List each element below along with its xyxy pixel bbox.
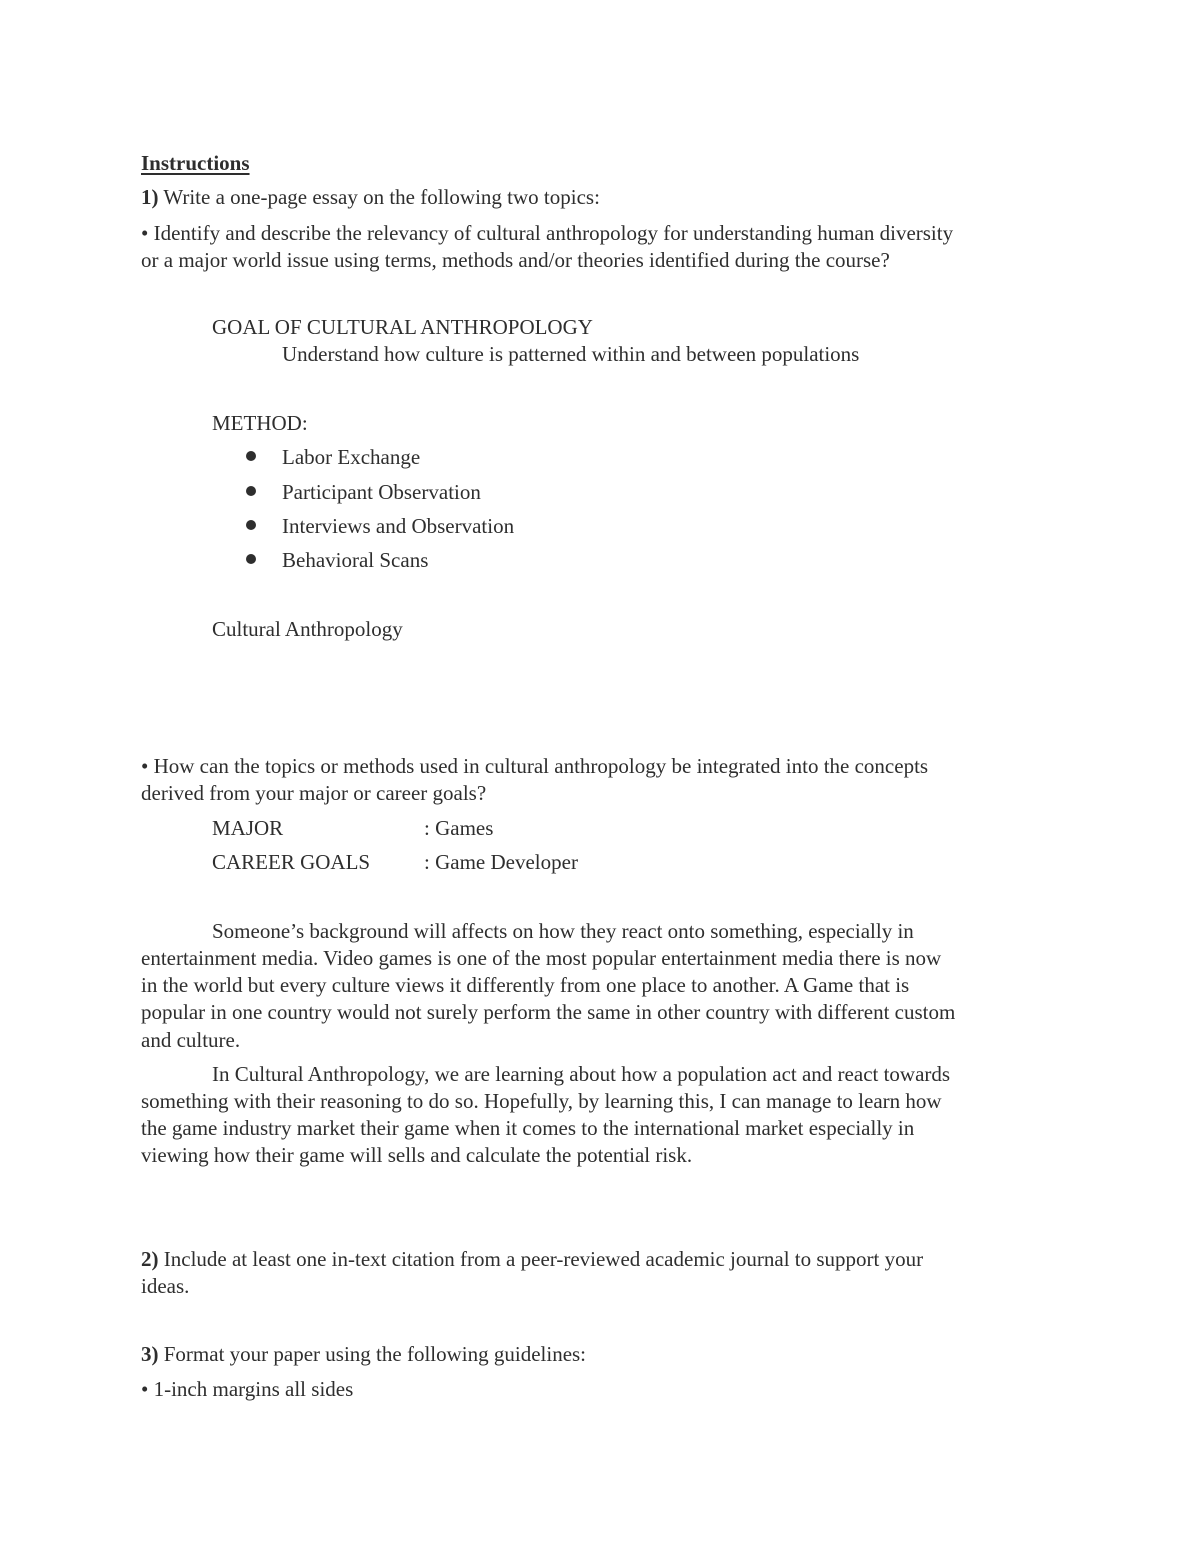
major-value: : Games xyxy=(424,816,494,840)
essay-paragraph-1-line: entertainment media. Video games is one of the most popular entertainment media there is now xyxy=(141,946,942,970)
bullet-icon xyxy=(246,486,256,496)
instruction-2-text: Include at least one in-text citation from a peer-reviewed academic journal to support your xyxy=(158,1247,924,1271)
bullet-icon xyxy=(246,554,256,564)
essay-paragraph-2-line: In Cultural Anthropology, we are learning about how a population act and react towards xyxy=(212,1062,951,1086)
topic-1-line-2: or a major world issue using terms, methods and/or theories identified during the course? xyxy=(141,248,890,272)
bullet-icon xyxy=(246,451,256,461)
method-item: Interviews and Observation xyxy=(282,514,515,538)
instruction-1-text: Write a one-page essay on the following two topics: xyxy=(158,185,600,209)
method-item: Participant Observation xyxy=(282,480,481,504)
major-label: MAJOR xyxy=(212,816,284,840)
essay-paragraph-1-line: Someone’s background will affects on how they react onto something, especially in xyxy=(212,919,914,943)
instruction-1-number: 1) xyxy=(141,185,159,209)
career-goals-value: : Game Developer xyxy=(424,850,578,874)
essay-paragraph-2-line: the game industry market their game when it comes to the international market especially in xyxy=(141,1116,915,1140)
essay-paragraph-1-line: popular in one country would not surely perform the same in other country with different custom xyxy=(141,1000,956,1024)
essay-paragraph-2-line: something with their reasoning to do so. Hopefully, by learning this, I can manage to learn how xyxy=(141,1089,942,1113)
instruction-2 xyxy=(141,1246,923,1273)
method-item: Labor Exchange xyxy=(282,445,421,469)
cultural-anthropology-label: Cultural Anthropology xyxy=(212,617,403,641)
page-heading: Instructions xyxy=(141,151,250,175)
method-label: METHOD: xyxy=(212,411,308,435)
career-goals-label: CAREER GOALS xyxy=(212,850,371,874)
method-item: Behavioral Scans xyxy=(282,548,429,572)
instruction-2-number: 2) xyxy=(141,1247,159,1271)
instruction-3-number: 3) xyxy=(141,1342,159,1366)
essay-paragraph-1-line: and culture. xyxy=(141,1028,241,1052)
instruction-1 xyxy=(141,184,600,211)
instruction-3 xyxy=(141,1341,586,1368)
guideline-item: • 1-inch margins all sides xyxy=(141,1377,354,1401)
topic-1-line-1: • Identify and describe the relevancy of cultural anthropology for understanding human diversity xyxy=(141,221,954,245)
essay-paragraph-2-line: viewing how their game will sells and calculate the potential risk. xyxy=(141,1143,693,1167)
topic-2-line-1: • How can the topics or methods used in cultural anthropology be integrated into the concepts xyxy=(141,754,929,778)
essay-paragraph-1-line: in the world but every culture views it differently from one place to another. A Game that is xyxy=(141,973,910,997)
goal-label: GOAL OF CULTURAL ANTHROPOLOGY xyxy=(212,315,593,339)
goal-text: Understand how culture is patterned within and between populations xyxy=(282,342,860,366)
instruction-3-text: Format your paper using the following guidelines: xyxy=(158,1342,587,1366)
instruction-2-line-2: ideas. xyxy=(141,1274,190,1298)
topic-2-line-2: derived from your major or career goals? xyxy=(141,781,487,805)
bullet-icon xyxy=(246,520,256,530)
